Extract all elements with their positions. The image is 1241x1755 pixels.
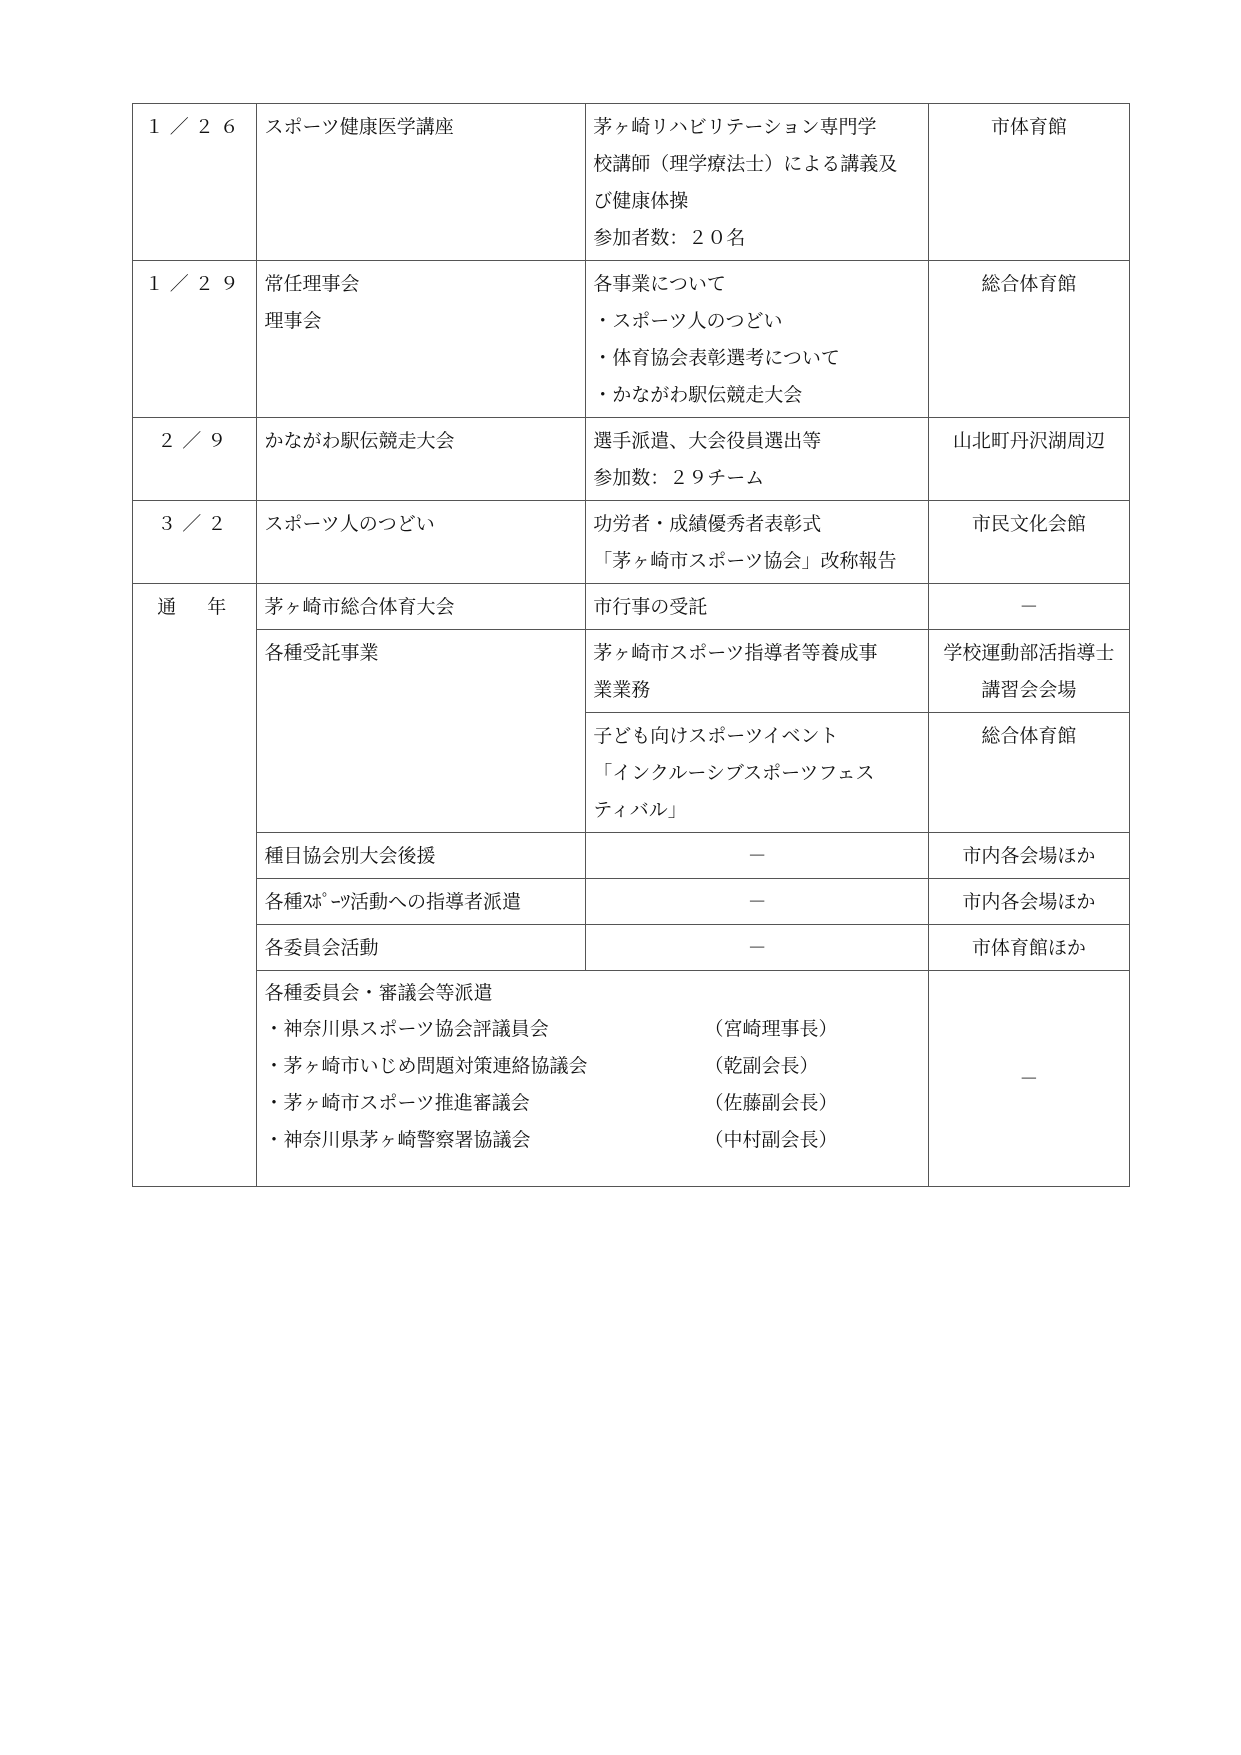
place-line: 講習会会場 [981, 679, 1077, 701]
event-description [586, 713, 929, 833]
event-description: － [586, 879, 929, 925]
table-row [133, 418, 1130, 501]
description-line: 選手派遣、大会役員選出等 [593, 430, 822, 452]
event-name-line: スポーツ健康医学講座 [264, 116, 454, 138]
delegation-person: （佐藤副会長） [704, 1092, 838, 1114]
event-name [257, 418, 586, 501]
event-place: 市民文化会館 [928, 501, 1129, 584]
table-row [133, 879, 1130, 925]
delegation-item [264, 1122, 920, 1159]
event-name: 各種受託事業 [257, 630, 586, 833]
event-description: 市行事の受託 [586, 584, 929, 630]
event-description [586, 501, 929, 584]
table-row [133, 630, 1130, 713]
event-name [257, 501, 586, 584]
table-row [133, 971, 1130, 1187]
event-name: 各委員会活動 [257, 925, 586, 971]
event-date: １／２９ [133, 261, 257, 418]
event-name-line: かながわ駅伝競走大会 [264, 430, 455, 452]
description-line: 功労者・成績優秀者表彰式 [593, 513, 822, 535]
table-row [133, 925, 1130, 971]
table-row [133, 501, 1130, 584]
event-place: － [928, 971, 1129, 1187]
event-description [586, 261, 929, 418]
description-line: 茅ヶ崎市スポーツ指導者等養成事 [593, 642, 878, 664]
delegation-org: ・神奈川県茅ヶ崎警察署協議会 [264, 1129, 531, 1151]
event-place: 市体育館 [928, 104, 1129, 261]
table-row [133, 261, 1130, 418]
delegation-item [264, 1011, 920, 1048]
event-place: 総合体育館 [928, 261, 1129, 418]
table-row [133, 584, 1130, 630]
event-date: ２／９ [133, 418, 257, 501]
event-place: 市内各会場ほか [928, 879, 1129, 925]
description-line: 業業務 [593, 679, 651, 701]
event-name: 各種ｽﾎﾟｰﾂ活動への指導者派遣 [257, 879, 586, 925]
event-name-line: 常任理事会 [264, 273, 360, 295]
events-table [132, 103, 1130, 1187]
event-date: １／２６ [133, 104, 257, 261]
description-line: 子ども向けスポーツイベント [593, 725, 839, 747]
description-line: 茅ヶ崎リハビリテーション専門学 [593, 116, 877, 138]
event-name-line: スポーツ人のつどい [264, 513, 435, 535]
event-description: － [586, 925, 929, 971]
event-name-line: 理事会 [264, 310, 322, 332]
description-line: 「インクルーシブスポーツフェス [593, 762, 875, 784]
delegation-org: ・茅ヶ崎市スポーツ推進審議会 [264, 1092, 530, 1114]
delegation-title: 各種委員会・審議会等派遣 [264, 982, 493, 1004]
place-line: 学校運動部活指導士 [943, 642, 1115, 664]
delegation-org: ・茅ヶ崎市いじめ問題対策連絡協議会 [264, 1055, 588, 1077]
delegation-item [264, 1085, 920, 1122]
delegation-person: （中村副会長） [704, 1129, 838, 1151]
table-row [133, 104, 1130, 261]
event-description [586, 418, 929, 501]
description-line: 参加数：２９チーム [593, 467, 765, 489]
delegation-cell [257, 971, 928, 1187]
event-place: 市体育館ほか [928, 925, 1129, 971]
event-description [586, 630, 929, 713]
year-round-date: 通 年 [133, 584, 257, 1187]
description-line: 参加者数：２０名 [593, 227, 746, 249]
delegation-item [264, 1048, 920, 1085]
description-line: ・かながわ駅伝競走大会 [593, 384, 803, 406]
event-description: － [586, 833, 929, 879]
description-line: 「茅ヶ崎市スポーツ協会」改称報告 [593, 550, 897, 572]
description-line: 校講師（理学療法士）による講義及 [593, 153, 898, 175]
event-place: 総合体育館 [928, 713, 1129, 833]
delegation-person: （宮崎理事長） [704, 1018, 838, 1040]
event-date: ３／２ [133, 501, 257, 584]
event-name [257, 104, 586, 261]
event-name: 茅ヶ崎市総合体育大会 [257, 584, 586, 630]
table-row [133, 833, 1130, 879]
description-line: び健康体操 [593, 190, 689, 212]
description-line: ティバル」 [593, 799, 687, 821]
description-line: ・スポーツ人のつどい [593, 310, 783, 332]
event-place [928, 630, 1129, 713]
delegation-person: （乾副会長） [704, 1055, 819, 1077]
event-description [586, 104, 929, 261]
cell-spacer [264, 1159, 920, 1183]
event-name: 種目協会別大会後援 [257, 833, 586, 879]
description-line: 各事業について [593, 273, 726, 295]
delegation-org: ・神奈川県スポーツ協会評議員会 [264, 1018, 549, 1040]
description-line: ・体育協会表彰選考について [593, 347, 840, 369]
event-place: 市内各会場ほか [928, 833, 1129, 879]
event-place: 山北町丹沢湖周辺 [928, 418, 1129, 501]
event-name [257, 261, 586, 418]
event-place: － [928, 584, 1129, 630]
